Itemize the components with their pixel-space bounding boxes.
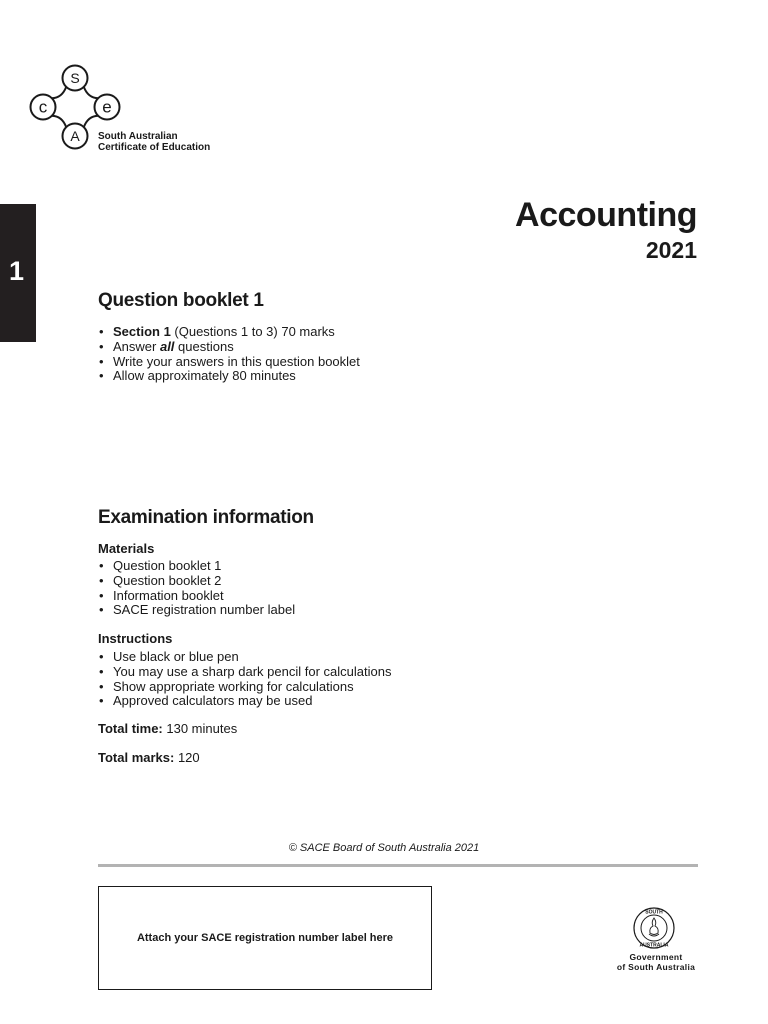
logo-letter-s: S [70, 70, 80, 86]
materials-list [98, 559, 295, 618]
government-line-2: of South Australia [616, 962, 696, 972]
instructions-heading: Instructions [98, 631, 173, 646]
instructions-list [98, 650, 391, 709]
logo-letter-e: e [102, 97, 112, 117]
list-item: • Approved calculators may be used [98, 694, 391, 709]
divider [98, 864, 698, 867]
list-item: • Allow approximately 80 minutes [98, 369, 360, 384]
materials-heading: Materials [98, 541, 155, 556]
list-item: • Show appropriate working for calculations [98, 680, 391, 695]
list-item: • Use black or blue pen [98, 650, 391, 665]
logo-line-2: Certificate of Education [98, 142, 211, 153]
registration-label-box [98, 886, 432, 990]
list-item: • You may use a sharp dark pencil for calculations [98, 665, 391, 680]
logo-wordmark [98, 131, 210, 153]
government-crest-icon [630, 906, 678, 950]
logo-letter-c: c [38, 97, 48, 117]
booklet-number: 1 [9, 256, 25, 286]
total-time: Total time: 130 minutes [98, 721, 238, 736]
list-item: • Section 1 (Questions 1 to 3) 70 marks [98, 325, 360, 340]
question-booklet-heading: Question booklet 1 [98, 290, 264, 311]
list-item: • Question booklet 1 [98, 559, 295, 574]
government-line-1: Government [629, 952, 683, 962]
copyright-notice: © SACE Board of South Australia 2021 [288, 842, 480, 854]
booklet-number-tab [0, 204, 36, 342]
logo-letter-a: A [70, 128, 80, 144]
list-item: • Answer all questions [98, 340, 360, 355]
list-item: • Information booklet [98, 589, 295, 604]
total-marks: Total marks: 120 [98, 750, 200, 765]
list-item: • Question booklet 2 [98, 574, 295, 589]
list-item: • Write your answers in this question booklet [98, 355, 360, 370]
question-booklet-list [98, 325, 360, 384]
subject-title: Accounting [515, 196, 697, 234]
exam-info-heading: Examination information [98, 507, 314, 528]
government-wordmark [600, 952, 712, 972]
crest-text-top: SOUTH [645, 909, 663, 916]
list-item: • SACE registration number label [98, 603, 295, 618]
logo-line-1: South Australian [98, 131, 178, 142]
registration-label-text: Attach your SACE registration number label here [136, 932, 394, 944]
crest-text-bottom: AUSTRALIA [639, 942, 669, 949]
exam-year: 2021 [645, 237, 697, 263]
